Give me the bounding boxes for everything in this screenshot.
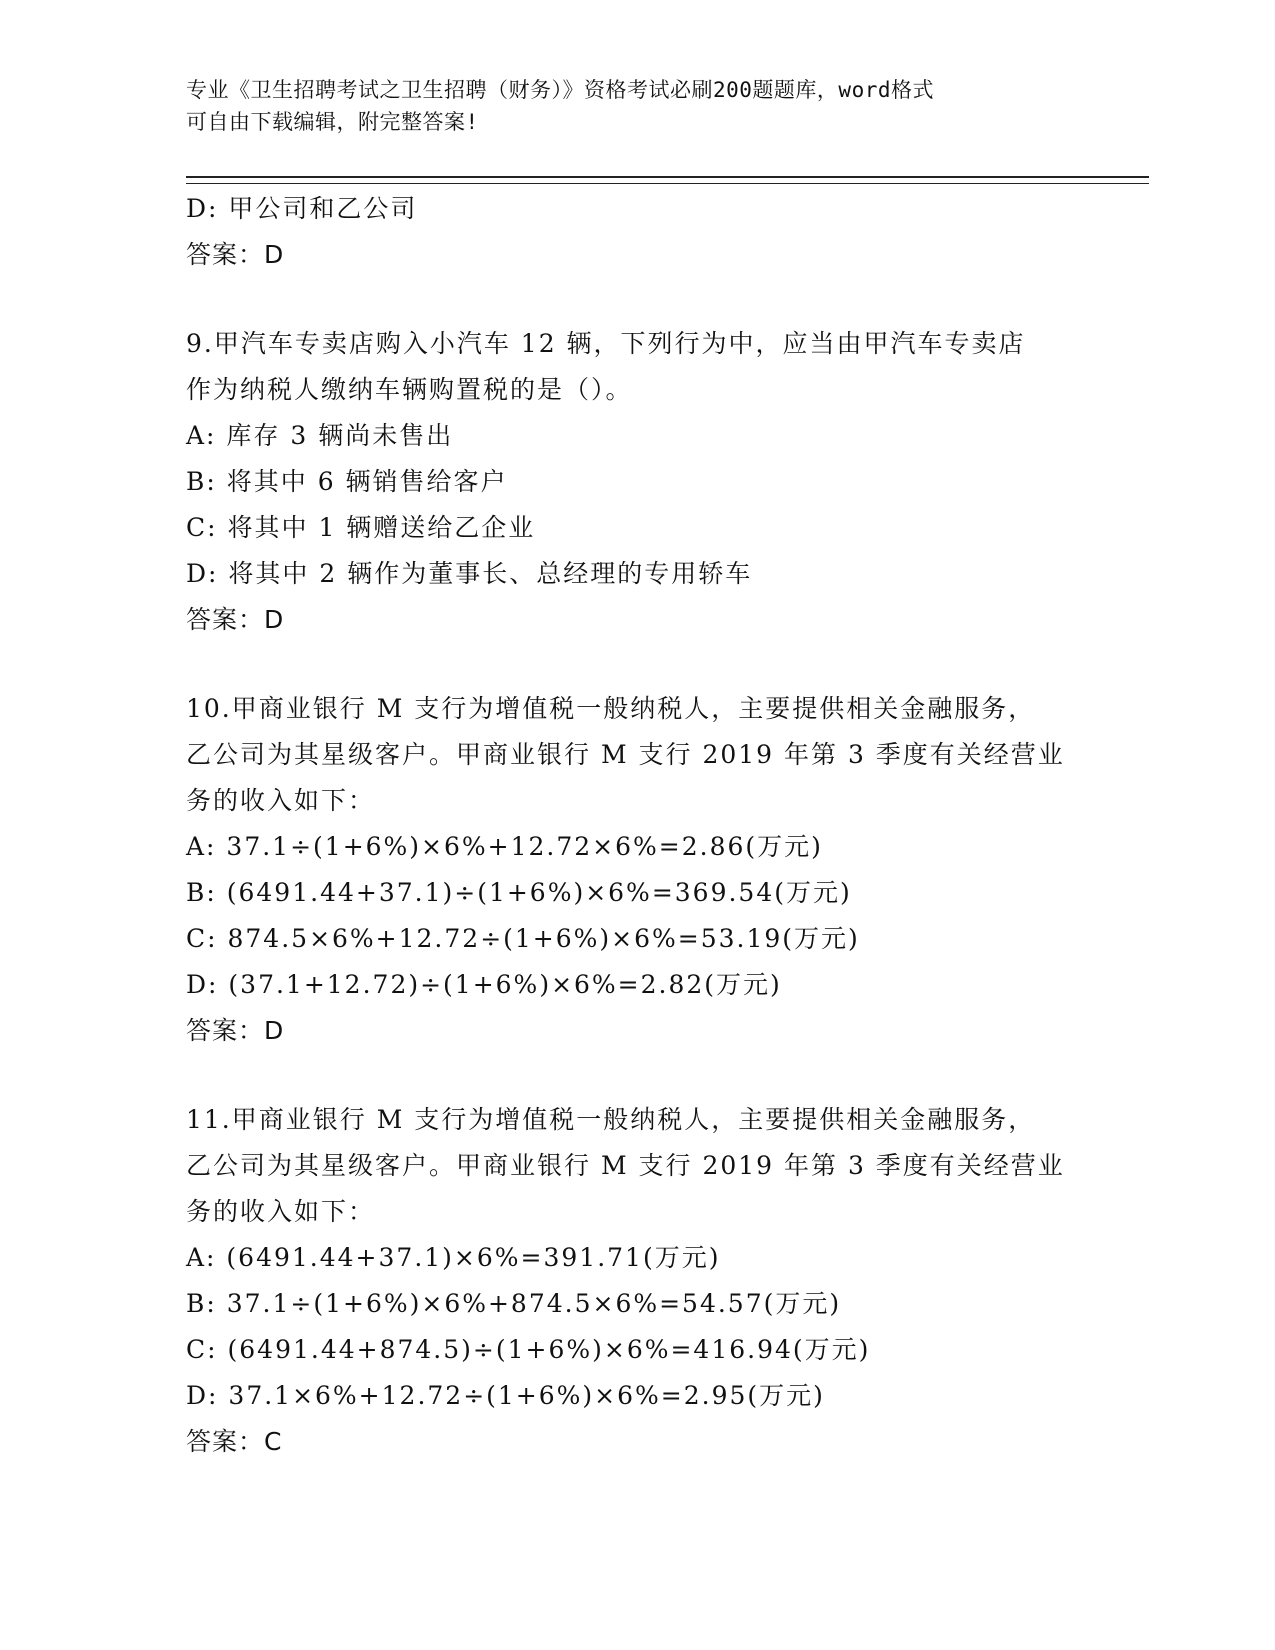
option-a: A: 库存 3 辆尚未售出: [186, 421, 454, 450]
document-body: [186, 186, 1086, 1465]
question-stem: 乙公司为其星级客户。甲商业银行 M 支行 2019 年第 3 季度有关经营业: [186, 740, 1065, 769]
option-c: C: 874.5×6%+12.72÷(1+6%)×6%=53.19(万元): [186, 924, 860, 953]
question-stem: 务的收入如下：: [186, 1197, 376, 1226]
answer-line: 答案：D: [186, 240, 285, 269]
option-c: C: 将其中 1 辆赠送给乙企业: [186, 513, 536, 542]
option-a: A: 37.1÷(1+6%)×6%+12.72×6%=2.86(万元): [186, 832, 823, 861]
option-d: D: 37.1×6%+12.72÷(1+6%)×6%=2.95(万元): [186, 1381, 825, 1410]
option-b: B: 37.1÷(1+6%)×6%+874.5×6%=54.57(万元): [186, 1289, 842, 1318]
question-8-tail: [186, 186, 1086, 278]
option-c: C: (6491.44+874.5)÷(1+6%)×6%=416.94(万元): [186, 1335, 871, 1364]
question-stem: 乙公司为其星级客户。甲商业银行 M 支行 2019 年第 3 季度有关经营业: [186, 1151, 1065, 1180]
question-stem: 9.甲汽车专卖店购入小汽车 12 辆，下列行为中，应当由甲汽车专卖店: [186, 329, 1026, 358]
answer-line: 答案：C: [186, 1427, 283, 1456]
question-stem: 11.甲商业银行 M 支行为增值税一般纳税人，主要提供相关金融服务，: [186, 1105, 1036, 1134]
option-d: D: 将其中 2 辆作为董事长、总经理的专用轿车: [186, 559, 753, 588]
question-stem: 10.甲商业银行 M 支行为增值税一般纳税人，主要提供相关金融服务，: [186, 694, 1036, 723]
option-d: D: 甲公司和乙公司: [186, 194, 418, 223]
option-b: B: (6491.44+37.1)÷(1+6%)×6%=369.54(万元): [186, 878, 852, 907]
question-stem: 务的收入如下：: [186, 786, 376, 815]
header-title-line-1: 专业《卫生招聘考试之卫生招聘（财务）》资格考试必刷200题题库，word格式: [186, 78, 934, 102]
page-header: [186, 74, 1066, 138]
answer-line: 答案：D: [186, 605, 285, 634]
question-9: [186, 321, 1086, 643]
question-11: [186, 1097, 1086, 1465]
question-10: [186, 686, 1086, 1054]
question-stem: 作为纳税人缴纳车辆购置税的是（）。: [186, 375, 633, 404]
header-divider: [186, 176, 1149, 184]
answer-line: 答案：D: [186, 1016, 285, 1045]
option-b: B: 将其中 6 辆销售给客户: [186, 467, 508, 496]
option-d: D: (37.1+12.72)÷(1+6%)×6%=2.82(万元): [186, 970, 782, 999]
option-a: A: (6491.44+37.1)×6%=391.71(万元): [186, 1243, 721, 1272]
header-title-line-2: 可自由下载编辑，附完整答案!: [186, 110, 479, 134]
